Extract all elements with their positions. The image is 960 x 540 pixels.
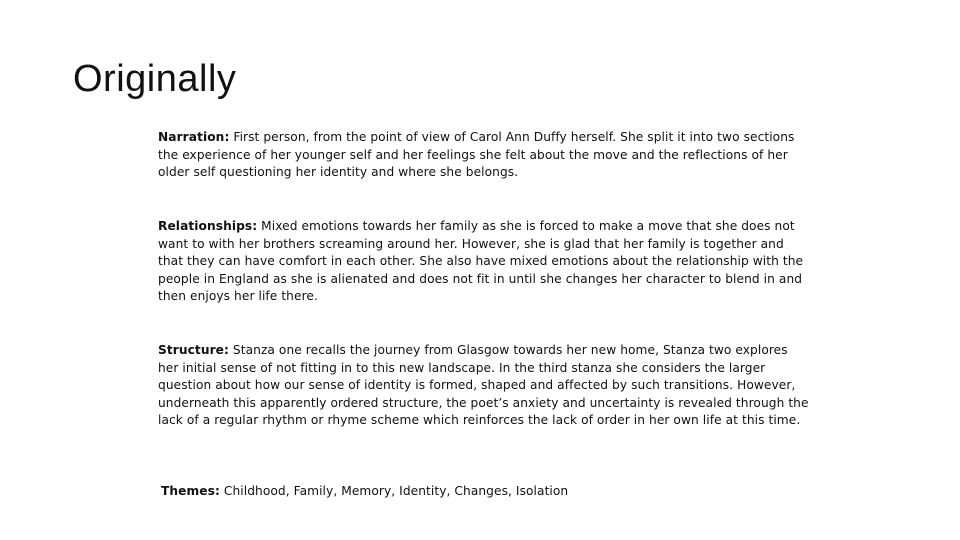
- themes-label: Themes:: [161, 484, 220, 498]
- relationships-paragraph: [158, 218, 810, 306]
- relationships-text: Mixed emotions towards her family as she is forced to make a move that she does not want to with her brothers screaming around her. However, she is glad that her family is together and that they can have comfort in each other. She also have mixed emotions about the relationship with the people in England as she is alienated and does not fit in until she changes her character to blend in and then enjoys her life there.: [158, 219, 804, 304]
- narration-text: First person, from the point of view of Carol Ann Duffy herself. She split it into two sections the experience of her younger self and her feelings she felt about the move and the reflections of her older self questioning her identity and where she belongs.: [158, 130, 795, 180]
- structure-paragraph: [158, 342, 810, 430]
- themes-text: Childhood, Family, Memory, Identity, Changes, Isolation: [219, 484, 569, 498]
- relationships-label: Relationships:: [158, 219, 258, 233]
- narration-paragraph: [158, 129, 810, 182]
- slide-title: Originally: [73, 58, 237, 100]
- narration-label: Narration:: [158, 130, 230, 144]
- structure-label: Structure:: [158, 343, 229, 357]
- structure-text: Stanza one recalls the journey from Glasgow towards her new home, Stanza two explores her initial sense of not fitting in to this new landscape. In the third stanza she considers the larger question about how our sense of identity is formed, shaped and affected by such transitions. However, underneath this apparently ordered structure, the poet’s anxiety and uncertainty is revealed through the lack of a regular rhythm or rhyme scheme which reinforces the lack of order in her own life at this time.: [158, 343, 809, 428]
- themes-paragraph: [161, 483, 813, 501]
